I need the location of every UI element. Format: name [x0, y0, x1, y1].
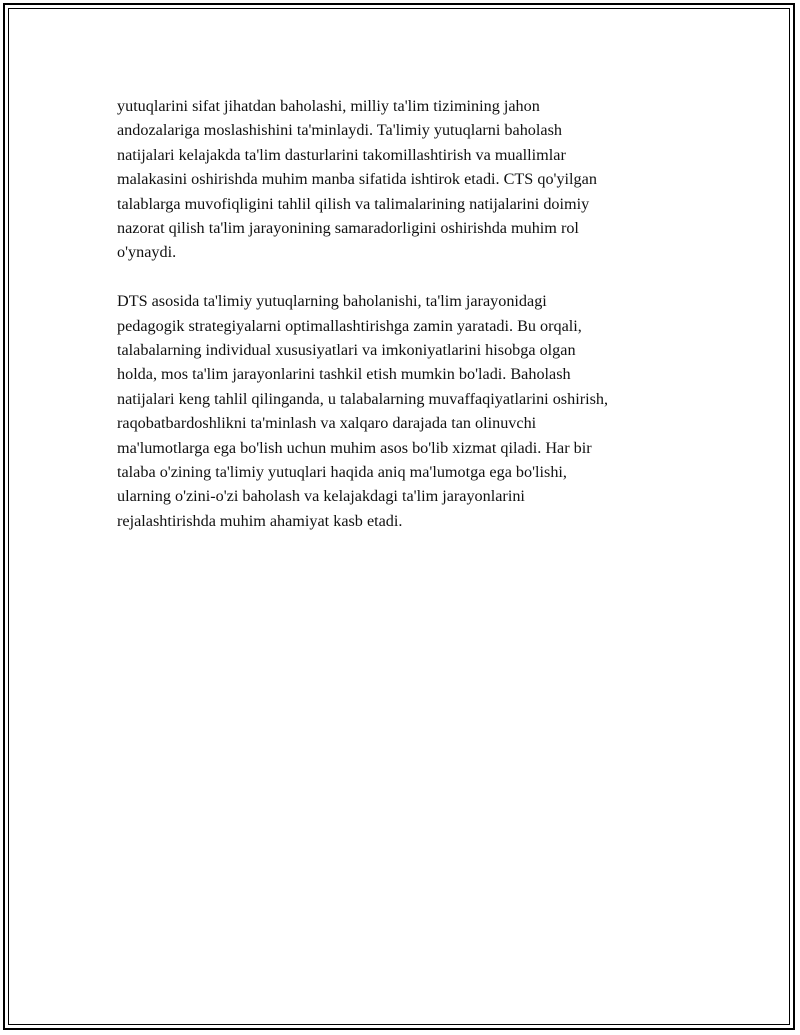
- text-line: talablarga muvofiqligini tahlil qilish va talimalarining natijalarini doimiy: [117, 194, 590, 213]
- text-line: DTS asosida ta'limiy yutuqlarning baholanishi, ta'lim jarayonidagi: [117, 292, 547, 311]
- text-line: natijalari keng tahlil qilinganda, u talabalarning muvaffaqiyatlarini oshirish,: [117, 389, 609, 408]
- text-line: andozalariga moslashishini ta'minlaydi. Ta'limiy yutuqlarni baholash: [117, 121, 562, 140]
- text-line: talaba o'zining ta'limiy yutuqlari haqida aniq ma'lumotga ega bo'lishi,: [117, 463, 567, 482]
- text-line: raqobatbardoshlikni ta'minlash va xalqaro darajada tan olinuvchi: [117, 414, 537, 433]
- paragraph-2: [117, 289, 687, 533]
- text-line: natijalari kelajakda ta'lim dasturlarini takomillashtirish va muallimlar: [117, 145, 566, 164]
- paragraph-1: [117, 94, 687, 265]
- text-line: malakasini oshirishda muhim manba sifatida ishtirok etadi. CTS qo'yilgan: [117, 170, 597, 189]
- document-body: [117, 94, 687, 533]
- text-line: talabalarning individual xususiyatlari va imkoniyatlarini hisobga olgan: [117, 341, 576, 360]
- text-line: holda, mos ta'lim jarayonlarini tashkil etish mumkin bo'ladi. Baholash: [117, 365, 571, 384]
- text-line: ularning o'zini-o'zi baholash va kelajakdagi ta'lim jarayonlarini: [117, 487, 525, 506]
- text-line: pedagogik strategiyalarni optimallashtirishga zamin yaratadi. Bu orqali,: [117, 316, 582, 335]
- text-line: yutuqlarini sifat jihatdan baholashi, milliy ta'lim tizimining jahon: [117, 97, 540, 115]
- text-line: nazorat qilish ta'lim jarayonining samaradorligini oshirishda muhim rol: [117, 219, 579, 238]
- text-line: o'ynaydi.: [117, 243, 177, 262]
- text-line: ma'lumotlarga ega bo'lish uchun muhim asos bo'lib xizmat qiladi. Har bir: [117, 438, 592, 457]
- text-line: rejalashtirishda muhim ahamiyat kasb etadi.: [117, 511, 403, 530]
